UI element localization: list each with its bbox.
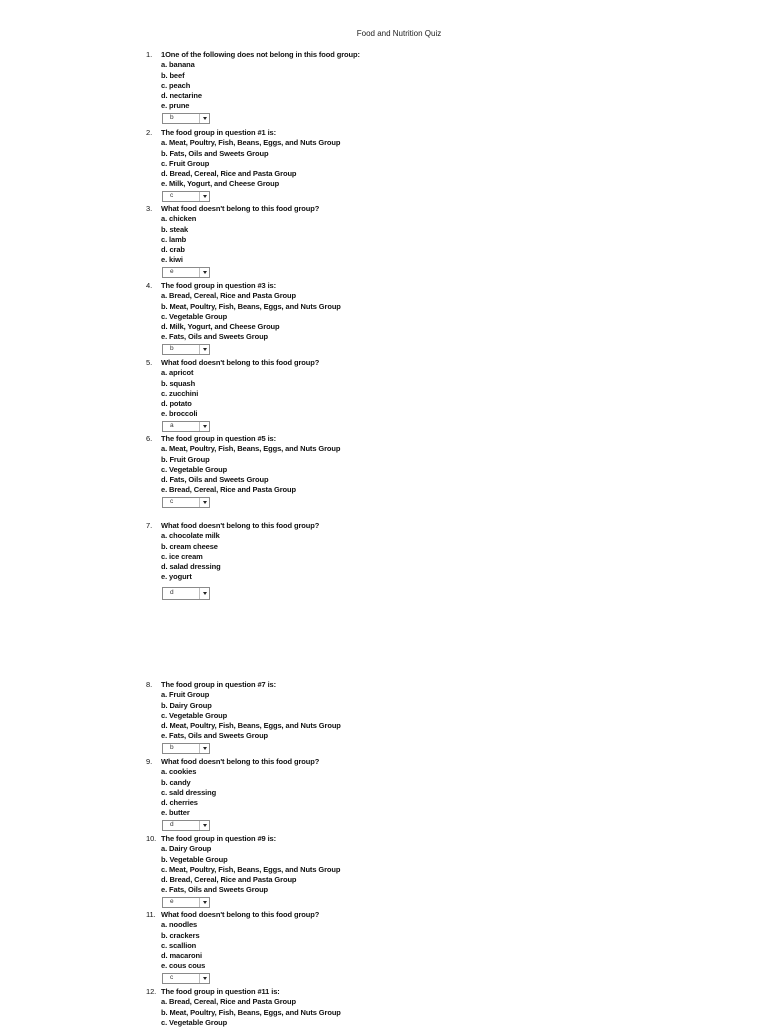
answer-option: b. Vegetable Group bbox=[161, 854, 228, 864]
question-text: The food group in question #9 is: bbox=[161, 834, 277, 843]
answer-option: b. Dairy Group bbox=[161, 700, 212, 710]
question-number: 1. bbox=[146, 50, 153, 59]
answer-select[interactable] bbox=[162, 743, 210, 754]
answer-option: b. squash bbox=[161, 378, 196, 388]
answer-option: d. Bread, Cereal, Rice and Pasta Group bbox=[161, 875, 297, 885]
question-text: The food group in question #11 is: bbox=[161, 987, 280, 996]
question-8 bbox=[146, 680, 626, 754]
answer-option: b. beef bbox=[161, 70, 185, 80]
answer-option: b. steak bbox=[161, 224, 189, 234]
question-line bbox=[146, 987, 626, 997]
question-line bbox=[146, 757, 626, 767]
question-number: 4. bbox=[146, 281, 153, 290]
answer-select-value: a bbox=[170, 422, 174, 430]
answer-option: e. yogurt bbox=[161, 572, 192, 582]
chevron-down-icon[interactable] bbox=[199, 588, 209, 599]
chevron-down-icon[interactable] bbox=[199, 974, 209, 983]
answer-option: a. Meat, Poultry, Fish, Beans, Eggs, and Nuts Group bbox=[161, 444, 341, 454]
answer-option: b. Meat, Poultry, Fish, Beans, Eggs, and Nuts Group bbox=[161, 1007, 341, 1017]
answer-select[interactable] bbox=[162, 820, 210, 831]
question-number: 6. bbox=[146, 434, 153, 443]
question-number: 2. bbox=[146, 128, 153, 137]
answer-option: e. Fats, Oils and Sweets Group bbox=[161, 731, 269, 741]
chevron-down-icon[interactable] bbox=[199, 422, 209, 431]
question-number: 10. bbox=[146, 834, 157, 843]
answer-select[interactable] bbox=[162, 113, 210, 124]
question-number: 12. bbox=[146, 987, 157, 996]
question-text: What food doesn't belong to this food group? bbox=[161, 204, 320, 213]
question-line bbox=[146, 358, 626, 368]
question-text: The food group in question #7 is: bbox=[161, 680, 277, 689]
question-line bbox=[146, 434, 626, 444]
answer-option: d. Bread, Cereal, Rice and Pasta Group bbox=[161, 169, 297, 179]
answer-select-value: e bbox=[170, 898, 174, 906]
answer-option: c. Fruit Group bbox=[161, 158, 210, 168]
chevron-down-icon[interactable] bbox=[199, 821, 209, 830]
question-number: 11. bbox=[146, 910, 156, 919]
answer-option: b. crackers bbox=[161, 930, 200, 940]
answer-select-value: d bbox=[170, 821, 174, 829]
answer-option: d. Meat, Poultry, Fish, Beans, Eggs, and Nuts Group bbox=[161, 721, 341, 731]
answer-option: c. Vegetable Group bbox=[161, 311, 228, 321]
answer-select[interactable] bbox=[162, 191, 210, 202]
answer-option: d. salad dressing bbox=[161, 562, 221, 572]
answer-option: e. Fats, Oils and Sweets Group bbox=[161, 332, 269, 342]
question-text: What food doesn't belong to this food group? bbox=[161, 910, 320, 919]
answer-option: e. cous cous bbox=[161, 961, 206, 971]
answer-option: d. Milk, Yogurt, and Cheese Group bbox=[161, 322, 280, 332]
answer-option: c. sald dressing bbox=[161, 787, 217, 797]
answer-option: d. crab bbox=[161, 245, 185, 255]
answer-option: e. butter bbox=[161, 808, 190, 818]
answer-option: c. ice cream bbox=[161, 551, 203, 561]
answer-select[interactable] bbox=[162, 897, 210, 908]
page-title: Food and Nutrition Quiz bbox=[356, 29, 442, 38]
question-text: The food group in question #5 is: bbox=[161, 434, 277, 443]
answer-option: c. zucchini bbox=[161, 388, 199, 398]
chevron-down-icon[interactable] bbox=[199, 498, 209, 507]
answer-option: c. scallion bbox=[161, 940, 197, 950]
answer-select-value: b bbox=[170, 114, 174, 122]
question-number: 3. bbox=[146, 204, 153, 213]
answer-option: c. peach bbox=[161, 80, 191, 90]
answer-select-value: b bbox=[170, 345, 174, 353]
answer-select-value: e bbox=[170, 268, 174, 276]
answer-option: d. cherries bbox=[161, 798, 198, 808]
chevron-down-icon[interactable] bbox=[199, 345, 209, 354]
answer-option: a. noodles bbox=[161, 920, 198, 930]
answer-select-value: d bbox=[170, 589, 174, 597]
answer-option: b. cream cheese bbox=[161, 541, 218, 551]
chevron-down-icon[interactable] bbox=[199, 898, 209, 907]
answer-option: a. chocolate milk bbox=[161, 531, 220, 541]
answer-option: b. Fats, Oils and Sweets Group bbox=[161, 148, 269, 158]
chevron-down-icon[interactable] bbox=[199, 268, 209, 277]
answer-select-value: c bbox=[170, 192, 174, 200]
answer-option: b. Fruit Group bbox=[161, 454, 210, 464]
question-text: What food doesn't belong to this food group? bbox=[161, 521, 320, 530]
question-number: 7. bbox=[146, 521, 153, 530]
question-line bbox=[146, 204, 626, 214]
question-line bbox=[146, 128, 626, 138]
answer-option: b. candy bbox=[161, 777, 191, 787]
answer-select-value: c bbox=[170, 498, 174, 506]
answer-option: a. Meat, Poultry, Fish, Beans, Eggs, and Nuts Group bbox=[161, 138, 341, 148]
question-11 bbox=[146, 910, 626, 984]
question-2 bbox=[146, 128, 626, 202]
question-line bbox=[146, 680, 626, 690]
answer-option: a. banana bbox=[161, 60, 195, 70]
question-line bbox=[146, 50, 626, 60]
question-text: What food doesn't belong to this food group? bbox=[161, 358, 320, 367]
chevron-down-icon[interactable] bbox=[199, 744, 209, 753]
question-1 bbox=[146, 50, 626, 124]
answer-select[interactable] bbox=[162, 344, 210, 355]
answer-option: e. prune bbox=[161, 101, 190, 111]
answer-option: a. Bread, Cereal, Rice and Pasta Group bbox=[161, 291, 297, 301]
answer-option: e. Milk, Yogurt, and Cheese Group bbox=[161, 179, 280, 189]
answer-option: a. chicken bbox=[161, 214, 197, 224]
answer-option: d. nectarine bbox=[161, 91, 202, 101]
answer-option: a. cookies bbox=[161, 767, 197, 777]
answer-option: e. Bread, Cereal, Rice and Pasta Group bbox=[161, 485, 297, 495]
answer-option: b. Meat, Poultry, Fish, Beans, Eggs, and Nuts Group bbox=[161, 301, 341, 311]
question-text: The food group in question #3 is: bbox=[161, 281, 277, 290]
question-7 bbox=[146, 521, 626, 600]
answer-select[interactable] bbox=[162, 267, 210, 278]
answer-select[interactable] bbox=[162, 497, 210, 508]
answer-option: e. broccoli bbox=[161, 409, 198, 419]
answer-select-value: c bbox=[170, 974, 174, 982]
answer-option: d. Fats, Oils and Sweets Group bbox=[161, 475, 269, 485]
question-number: 8. bbox=[146, 680, 153, 689]
answer-option: a. Dairy Group bbox=[161, 844, 212, 854]
chevron-down-icon[interactable] bbox=[199, 192, 209, 201]
question-line bbox=[146, 521, 626, 531]
answer-option: a. Fruit Group bbox=[161, 690, 210, 700]
question-6 bbox=[146, 434, 626, 508]
answer-select[interactable] bbox=[162, 587, 210, 600]
question-text: 1One of the following does not belong in this food group: bbox=[161, 50, 360, 59]
answer-select[interactable] bbox=[162, 973, 210, 984]
question-line bbox=[146, 281, 626, 291]
answer-option: c. Vegetable Group bbox=[161, 710, 228, 720]
answer-option: e. Fats, Oils and Sweets Group bbox=[161, 885, 269, 895]
answer-option: e. kiwi bbox=[161, 255, 183, 265]
answer-option: a. apricot bbox=[161, 368, 194, 378]
answer-option: a. Bread, Cereal, Rice and Pasta Group bbox=[161, 997, 297, 1007]
answer-option: c. Meat, Poultry, Fish, Beans, Eggs, and Nuts Group bbox=[161, 864, 341, 874]
question-5 bbox=[146, 358, 626, 432]
question-9 bbox=[146, 757, 626, 831]
question-text: The food group in question #1 is: bbox=[161, 128, 277, 137]
question-text: What food doesn't belong to this food group? bbox=[161, 757, 320, 766]
answer-select[interactable] bbox=[162, 421, 210, 432]
question-number: 9. bbox=[146, 757, 153, 766]
chevron-down-icon[interactable] bbox=[199, 114, 209, 123]
question-line bbox=[146, 834, 626, 844]
answer-option: c. Vegetable Group bbox=[161, 464, 228, 474]
answer-option: c. lamb bbox=[161, 234, 187, 244]
answer-option: d. potato bbox=[161, 399, 192, 409]
question-4 bbox=[146, 281, 626, 355]
answer-select-value: b bbox=[170, 744, 174, 752]
question-3 bbox=[146, 204, 626, 278]
question-number: 5. bbox=[146, 358, 153, 367]
question-12 bbox=[146, 987, 626, 1028]
question-line bbox=[146, 910, 626, 920]
question-10 bbox=[146, 834, 626, 908]
answer-option: c. Vegetable Group bbox=[161, 1017, 228, 1027]
answer-option: d. macaroni bbox=[161, 951, 202, 961]
